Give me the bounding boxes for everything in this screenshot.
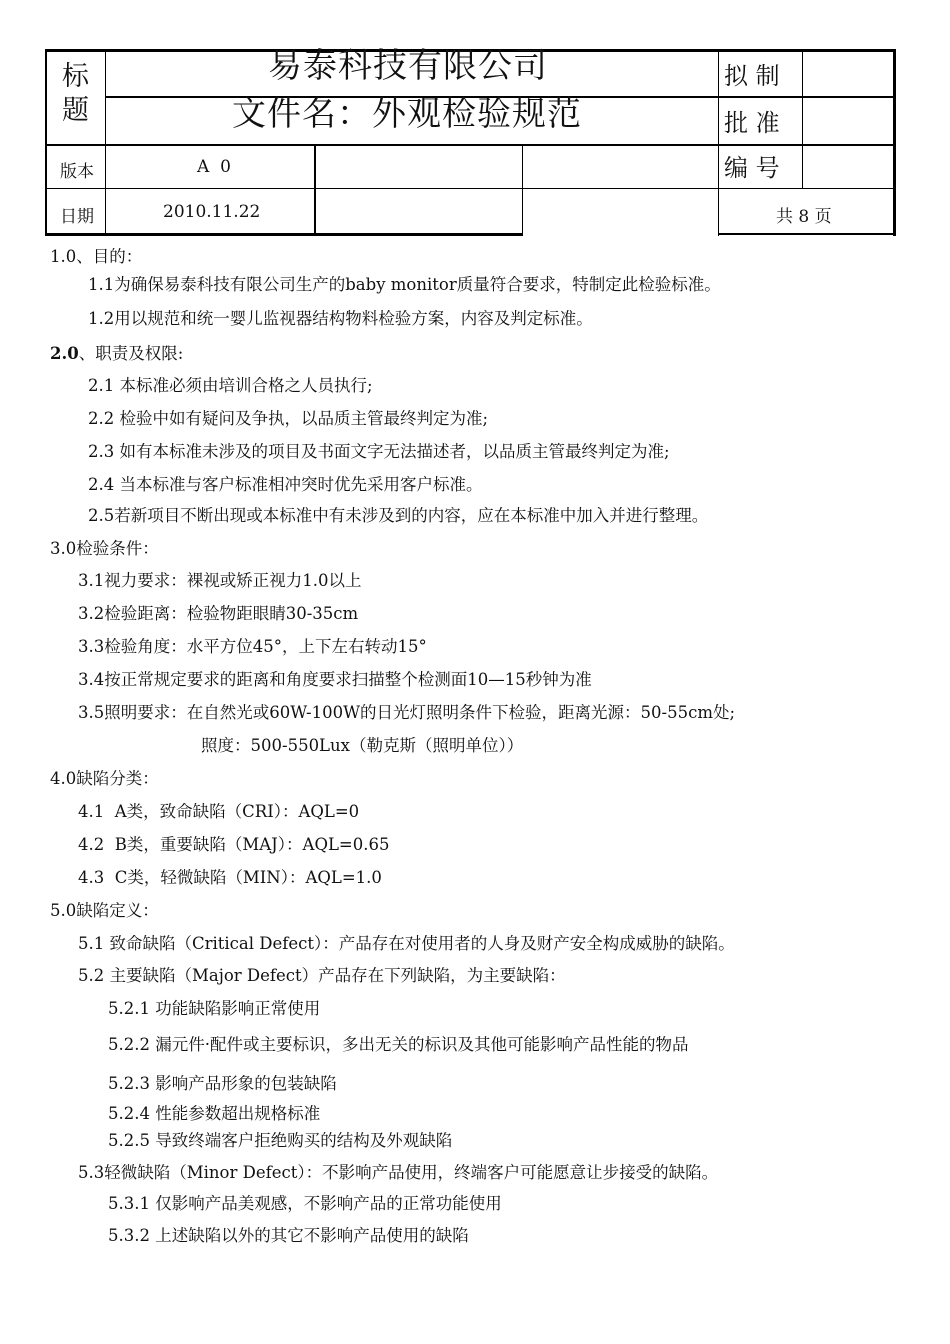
item-3-5: 3.5照明要求：在自然光或60W-100W的日光灯照明条件下检验，距离光源：50-55cm处; bbox=[78, 703, 736, 722]
item-2-1: 2.1 本标准必须由培训合格之人员执行; bbox=[88, 376, 373, 395]
item-3-1: 3.1视力要求：裸视或矫正视力1.0以上 bbox=[78, 571, 362, 590]
date-value: 2010.11.22 bbox=[163, 202, 261, 222]
item-3-2: 3.2检验距离：检验物距眼睛30-35cm bbox=[78, 604, 359, 623]
section-2-title: 、职责及权限: bbox=[78, 344, 184, 363]
item-4-3: 4.3 C类，轻微缺陷（MIN）：AQL=1.0 bbox=[78, 868, 382, 887]
section-2-heading bbox=[50, 344, 183, 364]
version-label: 版本 bbox=[60, 162, 94, 182]
file-name: 文件名：外观检验规范 bbox=[232, 94, 582, 134]
section-2-number: 2.0 bbox=[50, 344, 79, 363]
section-5-heading: 5.0缺陷定义： bbox=[50, 901, 159, 920]
section-4-heading: 4.0缺陷分类： bbox=[50, 769, 159, 788]
item-5-2-4: 5.2.4 性能参数超出规格标准 bbox=[108, 1104, 321, 1123]
date-label: 日期 bbox=[60, 207, 94, 227]
item-3-4: 3.4按正常规定要求的距离和角度要求扫描整个检测面10—15秒钟为准 bbox=[78, 670, 592, 689]
item-5-3: 5.3轻微缺陷（Minor Defect）：不影响产品使用，终端客户可能愿意让步接受的缺陷。 bbox=[78, 1163, 719, 1182]
item-5-2-5: 5.2.5 导致终端客户拒绝购买的结构及外观缺陷 bbox=[108, 1131, 453, 1150]
item-5-3-2: 5.3.2 上述缺陷以外的其它不影响产品使用的缺陷 bbox=[108, 1226, 469, 1245]
version-value: A 0 bbox=[197, 157, 231, 177]
title-label-char-1: 标 bbox=[62, 61, 89, 92]
item-5-2-3: 5.2.3 影响产品形象的包装缺陷 bbox=[108, 1074, 337, 1093]
item-5-2-1: 5.2.1 功能缺陷影响正常使用 bbox=[108, 999, 321, 1018]
item-2-5: 2.5若新项目不断出现或本标准中有未涉及到的内容，应在本标准中加入并进行整理。 bbox=[88, 506, 709, 525]
item-2-3: 2.3 如有本标准未涉及的项目及书面文字无法描述者，以品质主管最终判定为准; bbox=[88, 442, 670, 461]
item-4-2: 4.2 B类，重要缺陷（MAJ）：AQL=0.65 bbox=[78, 835, 390, 854]
page-count: 共 8 页 bbox=[776, 207, 832, 227]
item-5-3-1: 5.3.1 仅影响产品美观感，不影响产品的正常功能使用 bbox=[108, 1194, 502, 1213]
item-1-2: 1.2用以规范和统一婴儿监视器结构物料检验方案，内容及判定标准。 bbox=[88, 309, 593, 328]
company-name: 易泰科技有限公司 bbox=[268, 46, 548, 86]
item-5-2: 5.2 主要缺陷（Major Defect）产品存在下列缺陷，为主要缺陷： bbox=[78, 966, 566, 985]
item-3-5-illuminance: 照度：500-550Lux（勒克斯（照明单位）） bbox=[201, 736, 524, 755]
item-3-3: 3.3检验角度：水平方位45°，上下左右转动15° bbox=[78, 637, 427, 656]
approved-label: 批 准 bbox=[724, 109, 780, 137]
title-label-char-2: 题 bbox=[62, 95, 89, 126]
item-4-1: 4.1 A类，致命缺陷（CRI）：AQL=0 bbox=[78, 802, 360, 821]
drafted-label: 拟 制 bbox=[724, 62, 780, 90]
number-label: 编 号 bbox=[724, 154, 780, 182]
item-5-1: 5.1 致命缺陷（Critical Defect）：产品存在对使用者的人身及财产安全构成威胁的缺陷。 bbox=[78, 934, 735, 953]
item-2-4: 2.4 当本标准与客户标准相冲突时优先采用客户标准。 bbox=[88, 475, 483, 494]
section-1-heading: 1.0、目的： bbox=[50, 247, 143, 266]
item-2-2: 2.2 检验中如有疑问及争执，以品质主管最终判定为准; bbox=[88, 409, 489, 428]
item-1-1: 1.1为确保易泰科技有限公司生产的baby monitor质量符合要求，特制定此检验标准。 bbox=[88, 275, 721, 294]
item-5-2-2: 5.2.2 漏元件·配件或主要标识，多出无关的标识及其他可能影响产品性能的物品 bbox=[108, 1035, 689, 1054]
section-3-heading: 3.0检验条件： bbox=[50, 539, 159, 558]
